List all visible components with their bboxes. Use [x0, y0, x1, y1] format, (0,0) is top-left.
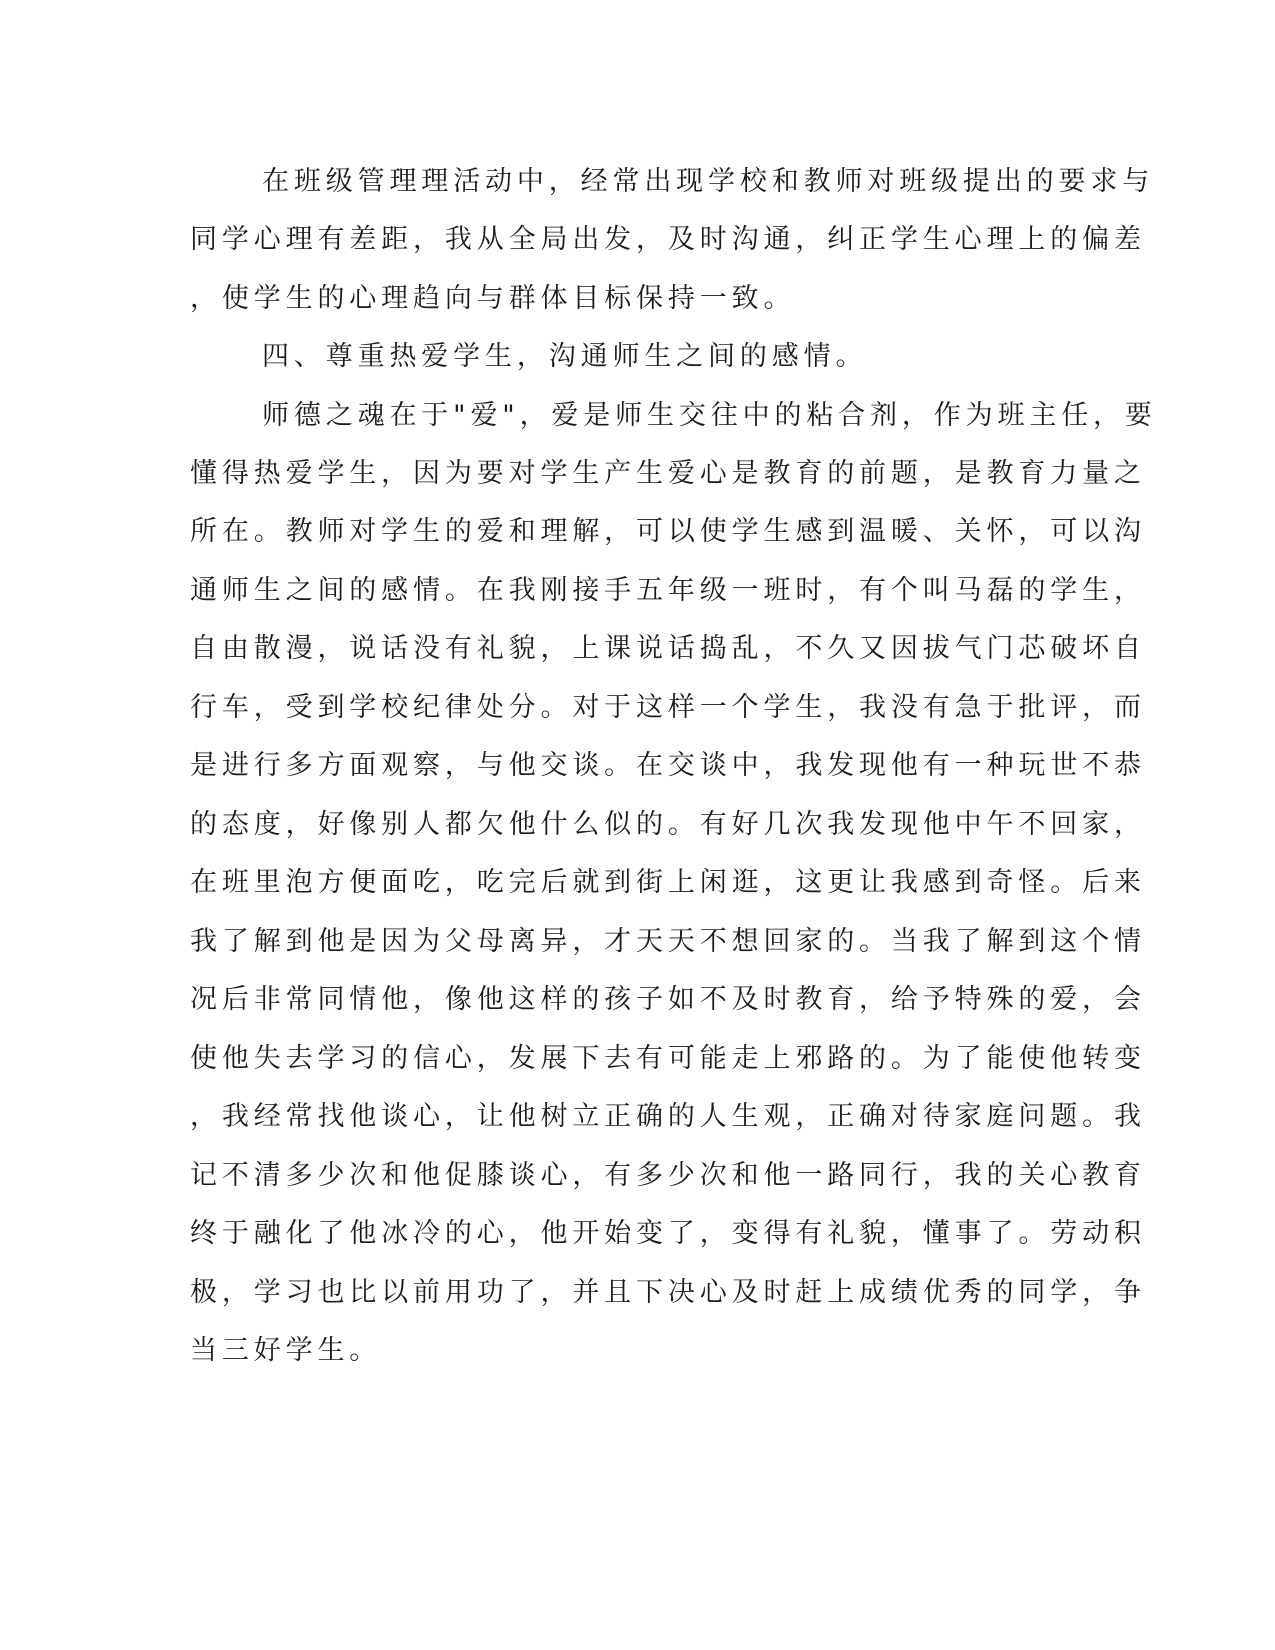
section-heading: 四、尊重热爱学生，沟通师生之间的感情。	[262, 341, 868, 372]
paragraph-2-line-13: ，我经常找他谈心，让他树立正确的人生观，正确对待家庭问题。我	[190, 1101, 1146, 1132]
paragraph-2-line-12: 使他失去学习的信心，发展下去有可能走上邪路的。为了能使他转变	[190, 1043, 1146, 1074]
paragraph-2-line-1: 师德之魂在于"爱"，爱是师生交往中的粘合剂，作为班主任，要	[262, 400, 1157, 431]
paragraph-2-line-15: 终于融化了他冰冷的心，他开始变了，变得有礼貌，懂事了。劳动积	[190, 1218, 1146, 1249]
paragraph-1-line-3: ，使学生的心理趋向与群体目标保持一致。	[190, 283, 796, 314]
paragraph-2-line-5: 自由散漫，说话没有礼貌，上课说话捣乱，不久又因拔气门芯破坏自	[190, 633, 1146, 664]
paragraph-2-line-10: 我了解到他是因为父母离异，才天天不想回家的。当我了解到这个情	[190, 926, 1146, 957]
paragraph-2-line-11: 况后非常同情他，像他这样的孩子如不及时教育，给予特殊的爱，会	[190, 984, 1146, 1015]
paragraph-1-line-2: 同学心理有差距，我从全局出发，及时沟通，纠正学生心理上的偏差	[190, 224, 1146, 255]
paragraph-2-line-6: 行车，受到学校纪律处分。对于这样一个学生，我没有急于批评，而	[190, 692, 1146, 723]
paragraph-2-line-4: 通师生之间的感情。在我刚接手五年级一班时，有个叫马磊的学生，	[190, 575, 1146, 606]
paragraph-2-line-8: 的态度，好像别人都欠他什么似的。有好几次我发现他中午不回家，	[190, 809, 1146, 840]
paragraph-2-line-2: 懂得热爱学生，因为要对学生产生爱心是教育的前题，是教育力量之	[190, 458, 1146, 489]
paragraph-2-line-3: 所在。教师对学生的爱和理解，可以使学生感到温暖、关怀，可以沟	[190, 516, 1146, 547]
paragraph-2-line-16: 极，学习也比以前用功了，并且下决心及时赶上成绩优秀的同学，争	[190, 1277, 1146, 1308]
paragraph-2-line-7: 是进行多方面观察，与他交谈。在交谈中，我发现他有一种玩世不恭	[190, 750, 1146, 781]
paragraph-2-line-17: 当三好学生。	[190, 1335, 382, 1366]
paragraph-2-line-9: 在班里泡方便面吃，吃完后就到街上闲逛，这更让我感到奇怪。后来	[190, 867, 1146, 898]
paragraph-2-line-14: 记不清多少次和他促膝谈心，有多少次和他一路同行，我的关心教育	[190, 1160, 1146, 1191]
paragraph-1-line-1: 在班级管理理活动中，经常出现学校和教师对班级提出的要求与	[262, 166, 1155, 197]
